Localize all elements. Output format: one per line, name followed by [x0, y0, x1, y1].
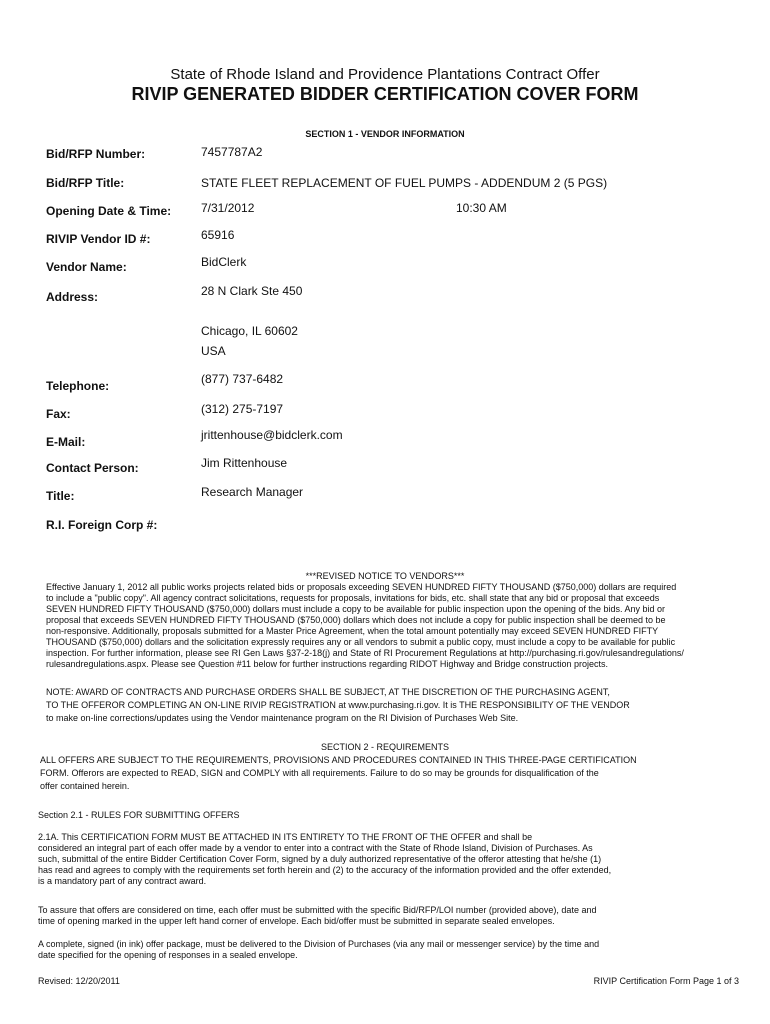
- notice-line: rulesandregulations.aspx. Please see Question #11 below for further instructions regarding RIDOT Highway and Bridge construction projects.: [46, 659, 608, 669]
- notice-paragraph: [46, 582, 761, 670]
- bid-title-value: STATE FLEET REPLACEMENT OF FUEL PUMPS - ADDENDUM 2 (5 PGS): [201, 176, 608, 190]
- section2-intro: [40, 754, 755, 793]
- rule-a-line: is a mandatory part of any contract award.: [38, 876, 207, 886]
- intro-line: ALL OFFERS ARE SUBJECT TO THE REQUIREMENTS, PROVISIONS AND PROCEDURES CONTAINED IN THIS THREE-PAGE CERTIFICATION: [40, 755, 637, 765]
- title-label: Title:: [46, 489, 75, 503]
- vendor-name-value: BidClerk: [201, 255, 247, 269]
- bid-number-value: 7457787A2: [201, 145, 263, 159]
- state-line: State of Rhode Island and Providence Plantations Contract Offer: [170, 66, 600, 83]
- delivery-line: A complete, signed (in ink) offer package, must be delivered to the Division of Purchases (via any mail or messenger service) by the time and: [38, 939, 600, 949]
- delivery-line: date specified for the opening of responses in a sealed envelope.: [38, 950, 298, 960]
- notice-line: non-responsive. Additionally, proposals submitted for a Master Price Agreement, when the total amount potentially may exceed SEVEN HUNDRED FIFTY: [46, 626, 659, 636]
- award-note: [46, 686, 761, 725]
- ontime-line: To assure that offers are considered on time, each offer must be submitted with the specific Bid/RFP/LOI number (provided above), date and: [38, 905, 597, 915]
- rule-a-line: such, submittal of the entire Bidder Certification Cover Form, signed by a duly authorized representative of the offeror attesting that he/she (1): [38, 854, 602, 864]
- email-value: jrittenhouse@bidclerk.com: [201, 428, 343, 442]
- contact-label: Contact Person:: [46, 461, 139, 475]
- notice-line: Effective January 1, 2012 all public works projects related bids or proposals exceeding SEVEN HUNDRED FIFTY THOUSAND ($750,000) dollars are required: [46, 582, 677, 592]
- foreign-corp-label: R.I. Foreign Corp #:: [46, 518, 158, 532]
- vendor-id-value: 65916: [201, 228, 235, 242]
- opening-date-value: 7/31/2012: [201, 201, 255, 215]
- title-value: Research Manager: [201, 485, 304, 499]
- fax-label: Fax:: [46, 407, 71, 421]
- opening-time-value: 10:30 AM: [456, 201, 507, 215]
- intro-line: offer contained herein.: [40, 781, 130, 791]
- address-label: Address:: [46, 290, 99, 304]
- notice-line: inspection. For further information, please see RI Gen Laws §37-2-18(j) and State of RI Procurement Regulations at http://purchasing.ri.gov/rulesandregulations/: [46, 648, 684, 658]
- bid-title-label: Bid/RFP Title:: [46, 176, 125, 190]
- notice-line: to include a "public copy". All agency contract solicitations, requests for proposals, invitations for bids, etc. shall state that any bid or proposal that exceeds: [46, 593, 660, 603]
- notice-title: ***REVISED NOTICE TO VENDORS***: [305, 571, 465, 581]
- vendor-name-label: Vendor Name:: [46, 260, 127, 274]
- rule-a-line: has read and agrees to comply with the requirements set forth herein and (2) to the accuracy of the information provided and the offer extended,: [38, 865, 612, 875]
- address-city-value: Chicago, IL 60602: [201, 324, 298, 338]
- page-number: RIVIP Certification Form Page 1 of 3: [593, 976, 739, 986]
- award-line: NOTE: AWARD OF CONTRACTS AND PURCHASE ORDERS SHALL BE SUBJECT, AT THE DISCRETION OF THE PURCHASING AGENT,: [46, 687, 610, 697]
- section1-title: SECTION 1 - VENDOR INFORMATION: [305, 129, 465, 139]
- delivery-paragraph: [38, 939, 753, 961]
- telephone-label: Telephone:: [46, 379, 110, 393]
- notice-line: THOUSAND ($750,000) dollars and the solicitation expressly requires any or all vendors to submit a public copy, must include a copy to be available for public: [46, 637, 676, 647]
- address-country-value: USA: [201, 344, 226, 358]
- rules-title: Section 2.1 - RULES FOR SUBMITTING OFFERS: [38, 810, 240, 820]
- section2-title: SECTION 2 - REQUIREMENTS: [320, 742, 449, 752]
- rule-a-line: considered an integral part of each offer made by a vendor to enter into a contract with the State of Rhode Island, Division of Purchases. As: [38, 843, 593, 853]
- telephone-value: (877) 737-6482: [201, 372, 284, 386]
- notice-line: SEVEN HUNDRED FIFTY THOUSAND ($750,000) dollars must include a copy to be available for public inspection upon the opening of the bids. Any bid or: [46, 604, 665, 614]
- ontime-line: time of opening marked in the upper left hand corner of envelope. Each bid/offer must be submitted in separate sealed envelopes.: [38, 916, 555, 926]
- email-label: E-Mail:: [46, 435, 86, 449]
- rule-a-line: 2.1A. This CERTIFICATION FORM MUST BE ATTACHED IN ITS ENTIRETY TO THE FRONT OF THE OFFER and shall be: [38, 832, 533, 842]
- rule-a-paragraph: [38, 832, 753, 887]
- notice-line: proposal that exceeds SEVEN HUNDRED FIFTY THOUSAND ($750,000) dollars which does not include a copy for public inspection shall be deemed to be: [46, 615, 666, 625]
- opening-label: Opening Date & Time:: [46, 204, 172, 218]
- intro-line: FORM. Offerors are expected to READ, SIGN and COMPLY with all requirements. Failure to do so may be grounds for disqualification of the: [40, 768, 599, 778]
- award-line: TO THE OFFEROR COMPLETING AN ON-LINE RIVIP REGISTRATION at www.purchasing.ri.gov. It is THE RESPONSIBILITY OF THE VENDOR: [46, 700, 630, 710]
- form-title: RIVIP GENERATED BIDDER CERTIFICATION COVER FORM: [131, 84, 639, 104]
- ontime-paragraph: [38, 905, 753, 927]
- fax-value: (312) 275-7197: [201, 402, 284, 416]
- revised-date: Revised: 12/20/2011: [38, 976, 120, 986]
- address-line1-value: 28 N Clark Ste 450: [201, 284, 303, 298]
- vendor-id-label: RIVIP Vendor ID #:: [46, 232, 151, 246]
- award-line: to make on-line corrections/updates using the Vendor maintenance program on the RI Division of Purchases Web Site.: [46, 713, 519, 723]
- contact-value: Jim Rittenhouse: [201, 456, 288, 470]
- bid-number-label: Bid/RFP Number:: [46, 147, 146, 161]
